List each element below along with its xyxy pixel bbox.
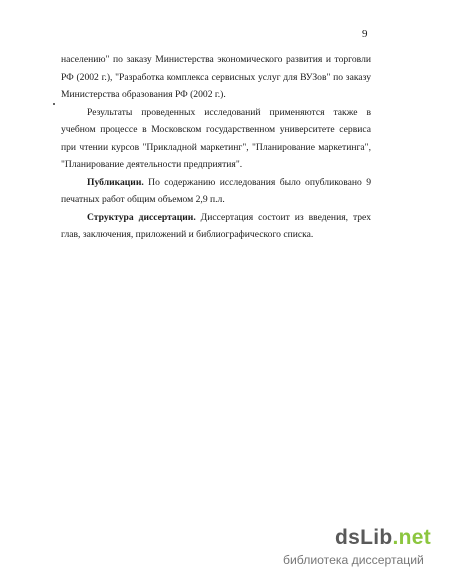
dslib-logo	[335, 526, 431, 550]
document-body	[61, 51, 371, 244]
publications-heading: Публикации.	[87, 176, 144, 188]
paragraph-results-usage: Результаты проведенных исследований применяются также в учебном процессе в Московском государственном университете сервиса при чтении курсов "Прикладной маркетинг", "Планирование маркетинга", "Планирование деятельности предприятия".	[61, 106, 371, 170]
page-number: 9	[362, 28, 368, 40]
structure-text: Диссертация состоит из введения, трех глав, заключения, приложений и библиографического списка.	[61, 211, 371, 240]
paragraph-structure	[61, 209, 371, 244]
logo-name: dsLib	[335, 526, 393, 549]
watermark-subtitle: библиотека диссертаций	[283, 553, 424, 567]
paragraph-publications	[61, 174, 371, 209]
publications-text: По содержанию исследования было опубликовано 9 печатных работ общим объемом 2,9 п.л.	[61, 176, 371, 205]
dslib-watermark[interactable]	[283, 526, 443, 574]
logo-domain: .net	[392, 526, 432, 549]
structure-heading: Структура диссертации.	[87, 211, 196, 223]
paragraph-project-list: населению" по заказу Министерства экономического развития и торговли РФ (2002 г.), "Разработка комплекса сервисных услуг для ВУЗов" по заказу Министерства образования РФ (2002 г.).	[61, 54, 371, 100]
stray-ink-mark	[53, 103, 55, 105]
